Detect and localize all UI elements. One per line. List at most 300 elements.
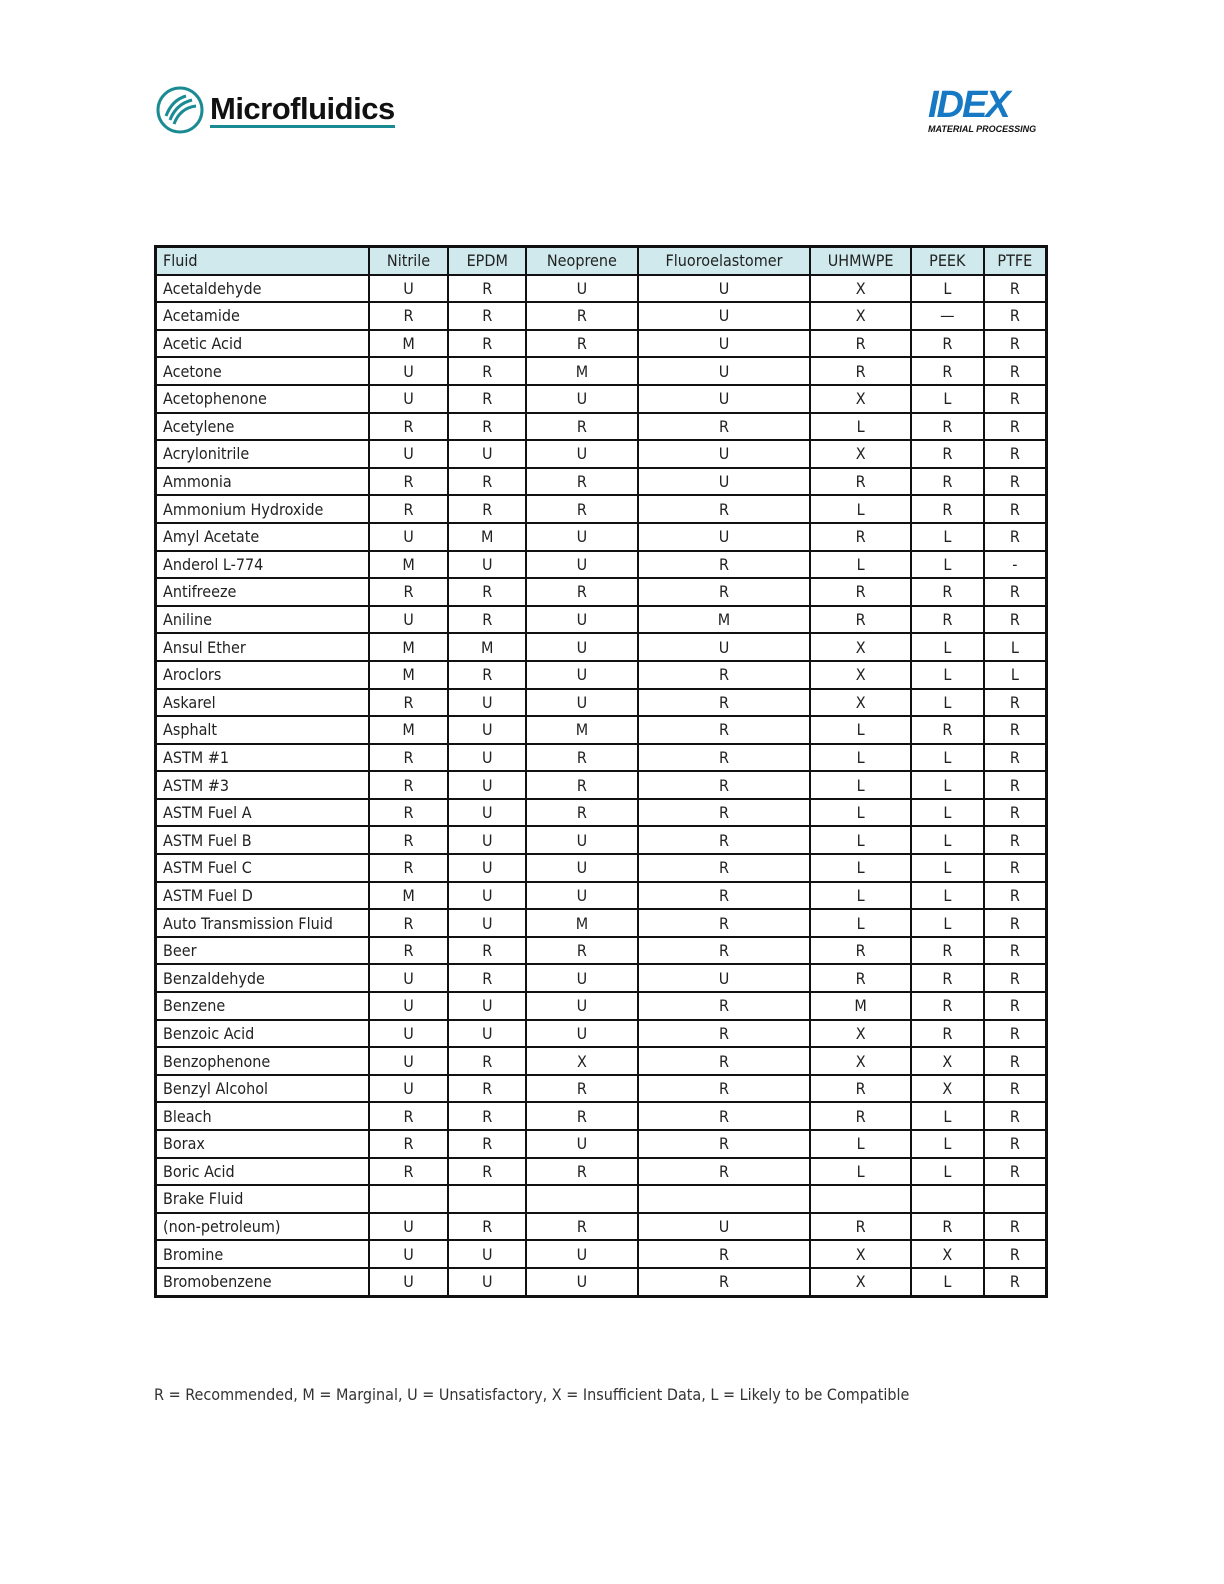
rating-cell: R [984,1158,1047,1186]
rating-cell: R [911,495,984,523]
table-row [156,302,1047,330]
table-row [156,578,1047,606]
fluid-name-cell: Ammonium Hydroxide [156,495,369,523]
rating-cell: R [638,495,811,523]
fluid-name-cell: Auto Transmission Fluid [156,909,369,937]
rating-cell: U [526,1240,638,1268]
rating-cell: U [638,275,811,303]
rating-cell: U [448,1020,526,1048]
rating-cell: U [526,826,638,854]
rating-cell: R [984,385,1047,413]
rating-cell: L [810,826,911,854]
rating-cell: U [526,854,638,882]
idex-subtitle: MATERIAL PROCESSING [928,124,1037,134]
rating-cell: R [369,771,449,799]
rating-cell: U [638,357,811,385]
rating-cell [810,1185,911,1213]
rating-cell: R [638,1268,811,1296]
rating-cell: R [911,413,984,441]
rating-cell: U [638,440,811,468]
fluid-name-cell: Antifreeze [156,578,369,606]
rating-cell: R [369,1158,449,1186]
rating-cell: R [911,357,984,385]
rating-cell: R [810,523,911,551]
rating-cell: U [638,964,811,992]
rating-cell: R [638,882,811,910]
rating-cell: R [984,689,1047,717]
table-row [156,744,1047,772]
column-header: PEEK [911,247,984,275]
fluid-name-cell: Acetophenone [156,385,369,413]
fluid-name-cell: ASTM Fuel B [156,826,369,854]
rating-cell: L [810,909,911,937]
rating-cell: X [810,1268,911,1296]
microfluidics-logo [156,86,395,134]
rating-cell: R [369,413,449,441]
rating-cell: U [369,1268,449,1296]
rating-cell: L [810,771,911,799]
rating-cell: R [810,606,911,634]
table-row [156,330,1047,358]
rating-cell: L [810,744,911,772]
fluid-name-cell: Borax [156,1130,369,1158]
rating-cell: R [526,578,638,606]
rating-cell: M [810,992,911,1020]
table-row [156,882,1047,910]
rating-cell: X [810,440,911,468]
rating-cell [984,1185,1047,1213]
rating-cell: R [911,330,984,358]
rating-cell: U [448,1268,526,1296]
rating-cell: R [369,468,449,496]
table-row [156,854,1047,882]
rating-cell: R [984,1268,1047,1296]
rating-cell: U [526,633,638,661]
column-header: UHMWPE [810,247,911,275]
microfluidics-mark-icon [156,86,204,134]
table-header-row [156,247,1047,275]
rating-cell: R [984,799,1047,827]
rating-cell: U [526,551,638,579]
table-row [156,1213,1047,1241]
rating-cell: R [526,468,638,496]
rating-cell: L [911,633,984,661]
rating-cell: R [448,964,526,992]
rating-cell: U [638,468,811,496]
column-header: Fluoroelastomer [638,247,811,275]
rating-cell: U [638,1213,811,1241]
compatibility-table [154,245,1048,1298]
rating-cell: U [448,744,526,772]
rating-cell: X [810,689,911,717]
rating-cell: L [911,744,984,772]
rating-cell: L [810,1158,911,1186]
table-row [156,1102,1047,1130]
rating-cell: U [448,716,526,744]
rating-cell: U [526,440,638,468]
rating-cell: R [638,854,811,882]
column-header: EPDM [448,247,526,275]
rating-cell: R [810,1075,911,1103]
fluid-name-cell: ASTM #3 [156,771,369,799]
rating-cell: R [448,302,526,330]
rating-cell: L [911,1102,984,1130]
rating-cell: U [448,826,526,854]
rating-cell: R [638,771,811,799]
table-row [156,992,1047,1020]
rating-cell: L [911,551,984,579]
rating-cell: L [911,909,984,937]
rating-cell: R [810,330,911,358]
rating-cell: M [526,909,638,937]
rating-cell: X [911,1240,984,1268]
rating-cell: R [369,854,449,882]
rating-cell: R [638,1240,811,1268]
fluid-name-cell: Ammonia [156,468,369,496]
rating-cell: R [911,440,984,468]
idex-wordmark: IDEX [928,84,1009,126]
rating-cell: U [369,440,449,468]
rating-cell: R [448,330,526,358]
rating-cell: R [369,799,449,827]
rating-cell: U [638,302,811,330]
rating-cell: R [448,1102,526,1130]
rating-cell: L [984,633,1047,661]
rating-cell: L [911,1158,984,1186]
rating-cell: R [984,357,1047,385]
table-row [156,468,1047,496]
table-row [156,440,1047,468]
rating-cell: R [638,1102,811,1130]
fluid-name-cell: Benzoic Acid [156,1020,369,1048]
table-row [156,633,1047,661]
rating-cell: L [911,523,984,551]
rating-cell: R [984,964,1047,992]
rating-cell: R [911,1020,984,1048]
fluid-name-cell: Beer [156,937,369,965]
fluid-name-cell: Acetic Acid [156,330,369,358]
rating-cell: R [984,992,1047,1020]
table-row [156,1185,1047,1213]
rating-cell: R [526,1213,638,1241]
rating-cell: R [448,357,526,385]
rating-cell: M [526,357,638,385]
rating-cell: X [810,661,911,689]
rating-cell: R [638,689,811,717]
column-header: Fluid [156,247,369,275]
rating-cell: R [984,578,1047,606]
rating-cell: M [448,523,526,551]
rating-cell: U [369,1075,449,1103]
fluid-name-cell: Acrylonitrile [156,440,369,468]
rating-cell: R [369,302,449,330]
rating-cell: R [911,992,984,1020]
rating-cell: R [369,744,449,772]
rating-cell [369,1185,449,1213]
rating-cell: L [810,854,911,882]
rating-cell: M [369,633,449,661]
rating-cell: M [526,716,638,744]
rating-cell: U [369,385,449,413]
rating-cell: U [448,1240,526,1268]
rating-cell: R [448,385,526,413]
rating-cell: X [810,302,911,330]
rating-cell: R [911,468,984,496]
rating-cell: R [984,744,1047,772]
rating-cell: R [638,937,811,965]
rating-cell: L [810,1130,911,1158]
rating-cell: U [638,330,811,358]
rating-cell: R [984,882,1047,910]
table-row [156,1130,1047,1158]
rating-cell: X [810,1020,911,1048]
column-header: Nitrile [369,247,449,275]
rating-cell: R [638,551,811,579]
rating-cell: R [448,606,526,634]
rating-cell: U [369,1047,449,1075]
rating-cell: X [810,385,911,413]
rating-cell: U [448,551,526,579]
table-row [156,716,1047,744]
rating-cell: R [526,302,638,330]
fluid-name-cell: Boric Acid [156,1158,369,1186]
rating-cell: R [984,909,1047,937]
rating-cell: U [448,882,526,910]
rating-cell: R [911,1213,984,1241]
rating-cell: X [911,1047,984,1075]
rating-cell: R [526,1075,638,1103]
rating-cell: U [638,385,811,413]
fluid-name-cell: Askarel [156,689,369,717]
rating-cell: X [810,1240,911,1268]
column-header: Neoprene [526,247,638,275]
rating-cell: R [810,964,911,992]
rating-cell: U [448,799,526,827]
rating-cell: R [638,578,811,606]
rating-cell: L [911,799,984,827]
rating-cell: U [526,689,638,717]
rating-cell: R [984,826,1047,854]
fluid-name-cell: ASTM #1 [156,744,369,772]
rating-cell: L [911,1268,984,1296]
rating-cell: L [810,495,911,523]
fluid-name-cell: Aroclors [156,661,369,689]
rating-cell: X [810,275,911,303]
rating-cell: R [638,1130,811,1158]
fluid-name-cell: ASTM Fuel D [156,882,369,910]
rating-cell: L [911,771,984,799]
table-row [156,606,1047,634]
rating-cell: R [810,937,911,965]
rating-cell: R [448,468,526,496]
rating-cell: R [369,937,449,965]
column-header: PTFE [984,247,1047,275]
rating-cell: L [810,716,911,744]
rating-cell: R [984,413,1047,441]
rating-cell: R [448,937,526,965]
table-row [156,964,1047,992]
rating-cell: R [984,1213,1047,1241]
rating-cell: M [369,882,449,910]
rating-cell: R [984,1102,1047,1130]
rating-cell: R [448,1047,526,1075]
table-row [156,937,1047,965]
fluid-name-cell: Aniline [156,606,369,634]
fluid-name-cell: Anderol L-774 [156,551,369,579]
rating-cell: R [448,495,526,523]
rating-cell: M [638,606,811,634]
rating-cell: M [369,330,449,358]
fluid-name-cell: Benzaldehyde [156,964,369,992]
rating-cell: R [369,578,449,606]
rating-cell: R [984,275,1047,303]
rating-cell: U [526,964,638,992]
rating-cell: U [448,909,526,937]
rating-cell [911,1185,984,1213]
rating-cell: L [911,385,984,413]
rating-cell: R [638,744,811,772]
rating-cell: M [369,661,449,689]
rating-cell: R [984,330,1047,358]
table-row [156,495,1047,523]
rating-cell: R [526,1102,638,1130]
rating-cell: L [911,826,984,854]
table-row [156,1047,1047,1075]
rating-cell: R [448,1158,526,1186]
table-row [156,826,1047,854]
rating-cell: R [369,1130,449,1158]
rating-cell: U [526,1020,638,1048]
rating-cell: U [526,275,638,303]
fluid-name-cell: Bromobenzene [156,1268,369,1296]
rating-cell: U [526,882,638,910]
rating-cell: R [638,992,811,1020]
rating-cell: R [984,1047,1047,1075]
rating-cell: R [810,1102,911,1130]
rating-cell: R [984,1130,1047,1158]
rating-cell: R [984,771,1047,799]
rating-cell: R [984,937,1047,965]
rating-cell: R [526,744,638,772]
fluid-name-cell: Acetylene [156,413,369,441]
rating-cell: R [526,330,638,358]
table-row [156,1075,1047,1103]
rating-cell: L [911,854,984,882]
rating-cell: R [638,716,811,744]
rating-cell: L [810,882,911,910]
rating-cell: R [911,937,984,965]
rating-cell: X [911,1075,984,1103]
rating-cell: U [448,854,526,882]
rating-cell: R [638,909,811,937]
fluid-name-cell: ASTM Fuel A [156,799,369,827]
rating-cell: X [526,1047,638,1075]
rating-cell: R [638,413,811,441]
rating-cell: U [369,523,449,551]
rating-cell [448,1185,526,1213]
table-row [156,523,1047,551]
table-row [156,357,1047,385]
table-row [156,275,1047,303]
rating-cell: U [369,1213,449,1241]
fluid-name-cell: Acetamide [156,302,369,330]
table-row [156,551,1047,579]
table-row [156,1240,1047,1268]
rating-cell: R [526,413,638,441]
rating-cell: L [810,413,911,441]
rating-cell: R [984,1075,1047,1103]
rating-cell: U [369,1020,449,1048]
rating-cell: R [984,302,1047,330]
rating-cell: U [526,523,638,551]
fluid-name-cell: Benzyl Alcohol [156,1075,369,1103]
rating-cell: U [638,523,811,551]
rating-cell: U [369,992,449,1020]
rating-cell: R [911,716,984,744]
rating-cell: R [911,606,984,634]
rating-cell: R [526,771,638,799]
rating-cell: U [448,992,526,1020]
rating-cell: R [984,606,1047,634]
rating-cell: U [526,385,638,413]
rating-cell: U [369,606,449,634]
rating-cell: U [526,992,638,1020]
rating-cell: R [448,1130,526,1158]
fluid-name-cell: Bleach [156,1102,369,1130]
rating-cell: R [638,826,811,854]
rating-cell: X [810,633,911,661]
rating-cell: R [526,937,638,965]
rating-cell: L [911,1130,984,1158]
rating-cell [526,1185,638,1213]
rating-cell: U [638,633,811,661]
rating-cell: U [369,1240,449,1268]
rating-cell: R [638,1075,811,1103]
rating-cell: R [911,578,984,606]
rating-cell: - [984,551,1047,579]
rating-cell: L [810,551,911,579]
rating-cell: U [526,661,638,689]
rating-cell: U [448,440,526,468]
rating-cell: L [911,275,984,303]
table-row [156,799,1047,827]
rating-cell: L [911,882,984,910]
rating-cell: R [526,799,638,827]
rating-cell: R [810,578,911,606]
rating-cell: R [448,1213,526,1241]
fluid-name-cell: Asphalt [156,716,369,744]
rating-cell: R [448,1075,526,1103]
rating-cell: R [638,1020,811,1048]
rating-cell: R [638,1158,811,1186]
rating-cell: R [984,716,1047,744]
table-row [156,771,1047,799]
rating-cell: U [526,1268,638,1296]
rating-cell: R [448,661,526,689]
rating-cell: R [984,1020,1047,1048]
rating-cell: R [984,523,1047,551]
rating-cell: R [369,1102,449,1130]
rating-cell: R [984,468,1047,496]
rating-cell: R [984,854,1047,882]
rating-cell: U [369,357,449,385]
microfluidics-wordmark: Microfluidics [210,90,395,126]
rating-cell: R [984,1240,1047,1268]
rating-cell: U [369,275,449,303]
rating-cell [638,1185,811,1213]
rating-cell: M [369,716,449,744]
table-row [156,689,1047,717]
